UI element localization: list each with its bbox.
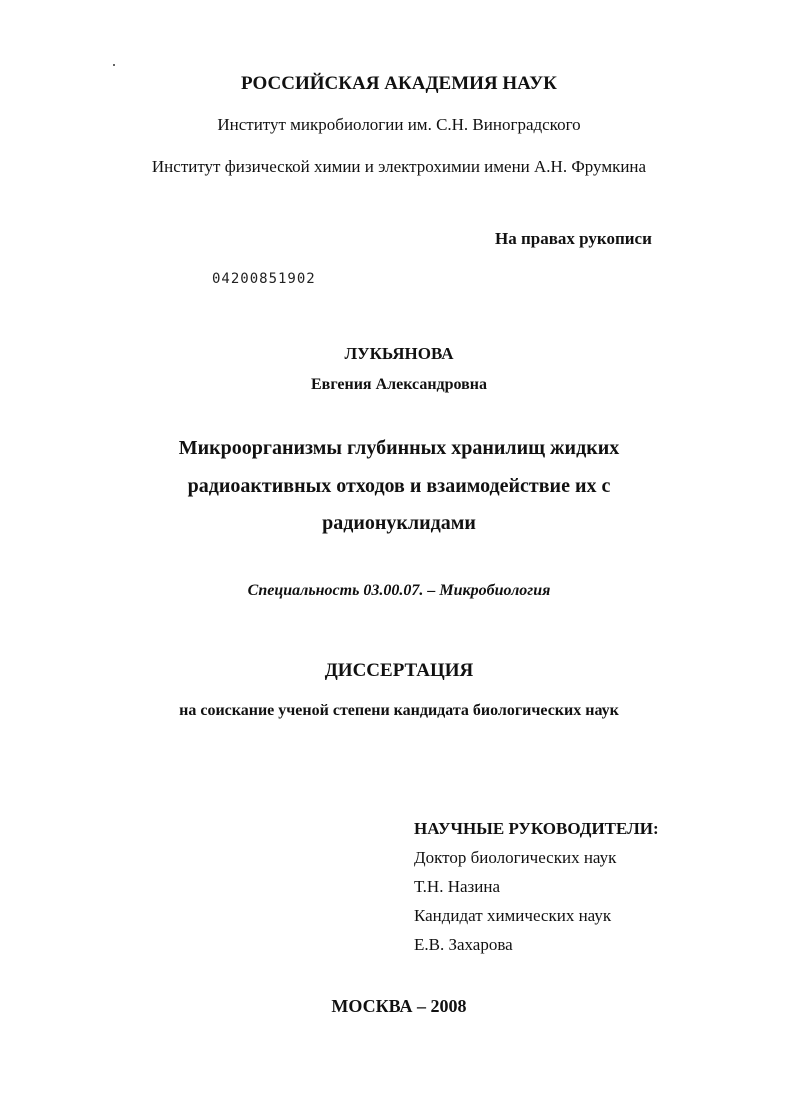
- thesis-title-line-2: радиоактивных отходов и взаимодействие их с: [187, 475, 611, 497]
- manuscript-rights-note: На правах рукописи: [495, 229, 652, 248]
- supervisor-1-degree: Доктор биологических наук: [414, 848, 617, 867]
- academy-heading: РОССИЙСКАЯ АКАДЕМИЯ НАУК: [241, 73, 557, 94]
- supervisor-2-degree: Кандидат химических наук: [414, 906, 612, 925]
- scan-speck: [113, 64, 115, 66]
- supervisor-2-name: Е.В. Захарова: [414, 935, 513, 954]
- supervisors-heading: НАУЧНЫЕ РУКОВОДИТЕЛИ:: [414, 819, 659, 838]
- institute-line-2: Институт физической химии и электрохимии имени А.Н. Фрумкина: [151, 157, 647, 176]
- degree-line: на соискание ученой степени кандидата биологических наук: [179, 702, 619, 719]
- institute-line-1: Институт микробиологии им. С.Н. Виноградского: [217, 115, 581, 134]
- specialty-line: Специальность 03.00.07. – Микробиология: [247, 582, 551, 599]
- supervisor-1-name: Т.Н. Назина: [414, 877, 500, 896]
- document-type-heading: ДИССЕРТАЦИЯ: [324, 660, 474, 681]
- catalog-number: 04200851902: [212, 271, 316, 287]
- author-given-names: Евгения Александровна: [311, 376, 487, 393]
- city-year-footer: МОСКВА – 2008: [331, 996, 467, 1016]
- author-surname: ЛУКЬЯНОВА: [344, 344, 454, 363]
- thesis-title-line-3: радионуклидами: [322, 512, 476, 534]
- thesis-title-line-1: Микроорганизмы глубинных хранилищ жидких: [178, 437, 620, 459]
